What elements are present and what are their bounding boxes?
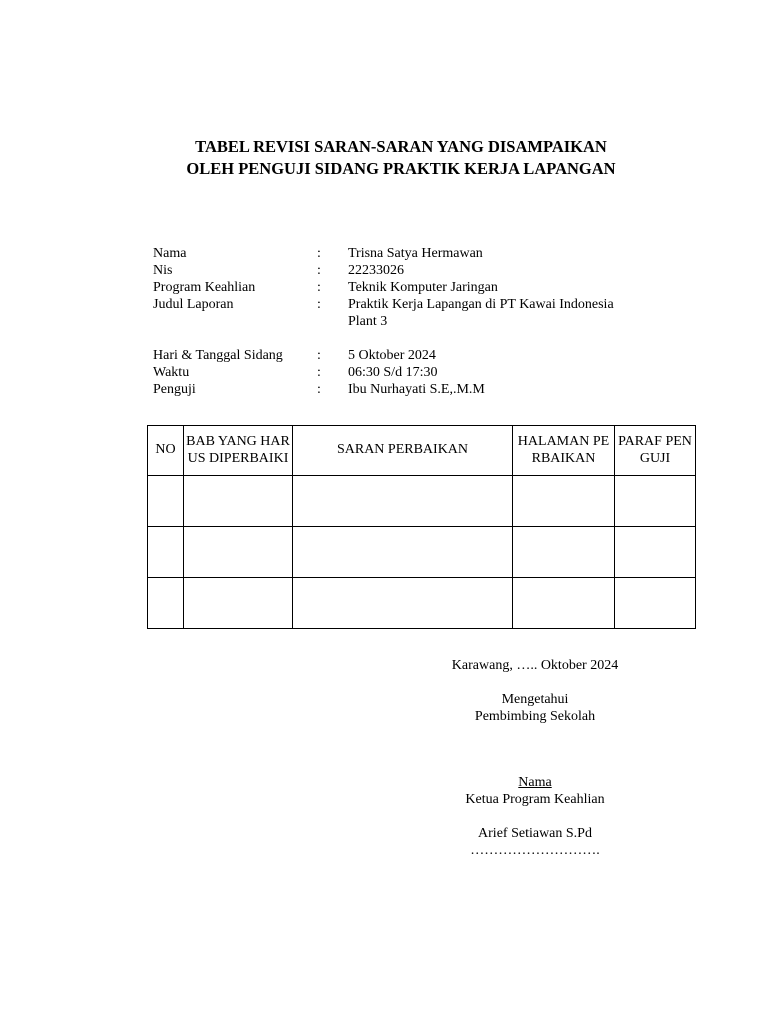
info-row-nama: [153, 245, 673, 262]
signature-name-underlined: Nama: [518, 775, 552, 790]
header-paraf: PARAF PENGUJI: [615, 426, 696, 476]
colon-judul: :: [317, 297, 321, 312]
value-hari: 5 Oktober 2024: [348, 348, 436, 363]
header-saran: SARAN PERBAIKAN: [293, 426, 513, 476]
info-row-nis: [153, 262, 673, 279]
value-nis: 22233026: [348, 263, 404, 278]
info-row-penguji: [153, 381, 673, 398]
info-row-program: [153, 279, 673, 296]
label-nama: Nama: [153, 246, 187, 261]
table-row: [148, 578, 696, 629]
value-judul-line-1: Praktik Kerja Lapangan di PT Kawai Indonesia: [348, 297, 614, 312]
cell-no[interactable]: [148, 578, 184, 629]
value-program: Teknik Komputer Jaringan: [348, 280, 498, 295]
table-row: [148, 476, 696, 527]
cell-bab[interactable]: [184, 476, 293, 527]
mengetahui-label: Mengetahui: [501, 692, 569, 707]
value-penguji: Ibu Nurhayati S.E,.M.M: [348, 382, 485, 397]
cell-paraf[interactable]: [615, 578, 696, 629]
colon-hari: :: [317, 348, 321, 363]
cell-no[interactable]: [148, 476, 184, 527]
header-bab: BAB YANG HARUS DIPERBAIKI: [184, 426, 293, 476]
value-nama: Trisna Satya Hermawan: [348, 246, 483, 261]
cell-no[interactable]: [148, 527, 184, 578]
cell-saran[interactable]: [293, 578, 513, 629]
cell-halaman[interactable]: [513, 578, 615, 629]
cell-halaman[interactable]: [513, 476, 615, 527]
value-waktu: 06:30 S/d 17:30: [348, 365, 438, 380]
label-nis: Nis: [153, 263, 173, 278]
label-penguji: Penguji: [153, 382, 196, 397]
pembimbing-role: Pembimbing Sekolah: [474, 709, 596, 724]
colon-program: :: [317, 280, 321, 295]
colon-nama: :: [317, 246, 321, 261]
ketua-name: Arief Setiawan S.Pd: [478, 826, 592, 841]
label-judul: Judul Laporan: [153, 297, 234, 312]
ketua-role: Ketua Program Keahlian: [465, 792, 605, 807]
cell-saran[interactable]: [293, 476, 513, 527]
colon-nis: :: [317, 263, 321, 278]
place-date: Karawang, ….. Oktober 2024: [451, 658, 619, 673]
document-title-line-2: OLEH PENGUJI SIDANG PRAKTIK KERJA LAPANGAN: [186, 159, 616, 178]
cell-paraf[interactable]: [615, 476, 696, 527]
info-row-hari: [153, 347, 673, 364]
table-header-row: [148, 426, 696, 476]
cell-paraf[interactable]: [615, 527, 696, 578]
cell-bab[interactable]: [184, 578, 293, 629]
signature-name-placeholder: [412, 774, 658, 791]
value-judul-line-2: Plant 3: [348, 314, 388, 329]
revision-table: [147, 425, 696, 629]
info-row-waktu: [153, 364, 673, 381]
document-title-line-1: TABEL REVISI SARAN-SARAN YANG DISAMPAIKAN: [195, 137, 607, 156]
label-hari: Hari & Tanggal Sidang: [153, 348, 283, 363]
header-no: NO: [148, 426, 184, 476]
header-halaman: HALAMAN PERBAIKAN: [513, 426, 615, 476]
table-row: [148, 527, 696, 578]
colon-waktu: :: [317, 365, 321, 380]
cell-saran[interactable]: [293, 527, 513, 578]
label-program: Program Keahlian: [153, 280, 256, 295]
colon-penguji: :: [317, 382, 321, 397]
student-info-block: [153, 245, 673, 398]
info-row-judul: [153, 296, 673, 330]
cell-bab[interactable]: [184, 527, 293, 578]
label-waktu: Waktu: [153, 365, 190, 380]
cell-halaman[interactable]: [513, 527, 615, 578]
signature-dots: ……………………….: [470, 843, 600, 858]
